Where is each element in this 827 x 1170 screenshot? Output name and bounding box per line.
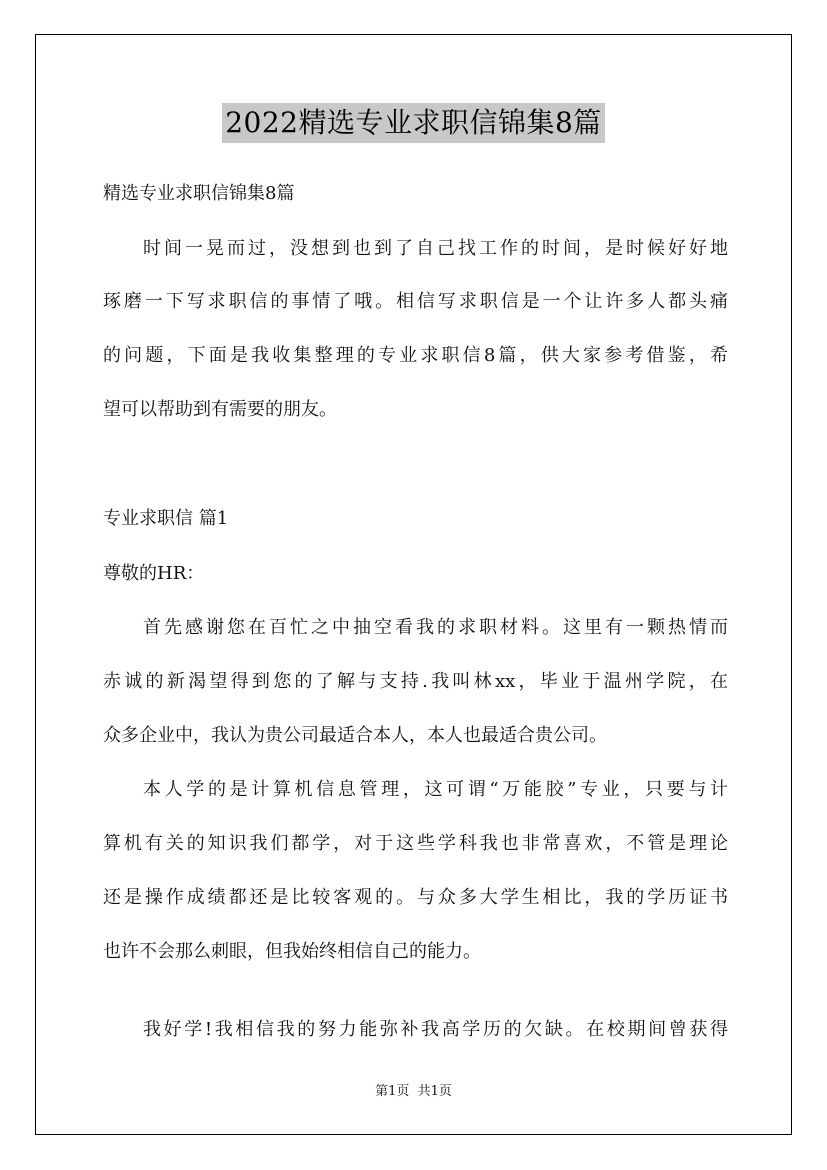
document-title: 2022精选专业求职信锦集8篇 xyxy=(222,103,605,143)
page-footer xyxy=(0,1083,827,1101)
paragraph-line: 还是操作成绩都还是比较客观的。与众多大学生相比，我的学历证书 xyxy=(103,887,728,908)
intro-line: 的问题，下面是我收集整理的专业求职信8篇，供大家参考借鉴，希 xyxy=(103,345,728,366)
paragraph-line: 算机有关的知识我们都学，对于这些学科我也非常喜欢，不管是理论 xyxy=(103,833,728,854)
intro-line: 望可以帮助到有需要的朋友。 xyxy=(103,399,337,420)
section-heading: 专业求职信 篇1 xyxy=(103,508,229,529)
paragraph-line: 也许不会那么刺眼，但我始终相信自己的能力。 xyxy=(103,941,481,962)
paragraph-line: 赤诚的新渴望得到您的了解与支持.我叫林xx，毕业于温州学院，在 xyxy=(103,671,728,692)
paragraph-line: 本人学的是计算机信息管理，这可谓“万能胶”专业，只要与计 xyxy=(143,779,728,800)
paragraph-line: 首先感谢您在百忙之中抽空看我的求职材料。这里有一颗热情而 xyxy=(143,617,728,638)
intro-line: 时间一晃而过，没想到也到了自己找工作的时间，是时候好好地 xyxy=(143,238,728,259)
page-total: 共1页 xyxy=(417,1084,452,1099)
salutation: 尊敬的HR： xyxy=(103,563,205,584)
document-subtitle: 精选专业求职信锦集8篇 xyxy=(103,183,295,204)
paragraph-line: 众多企业中，我认为贵公司最适合本人，本人也最适合贵公司。 xyxy=(103,725,607,746)
title-container xyxy=(0,103,827,143)
intro-line: 琢磨一下写求职信的事情了哦。相信写求职信是一个让许多人都头痛 xyxy=(103,291,728,312)
page-number: 第1页 xyxy=(375,1084,410,1099)
paragraph-line: 我好学!我相信我的努力能弥补我高学历的欠缺。在校期间曾获得 xyxy=(143,1019,728,1040)
